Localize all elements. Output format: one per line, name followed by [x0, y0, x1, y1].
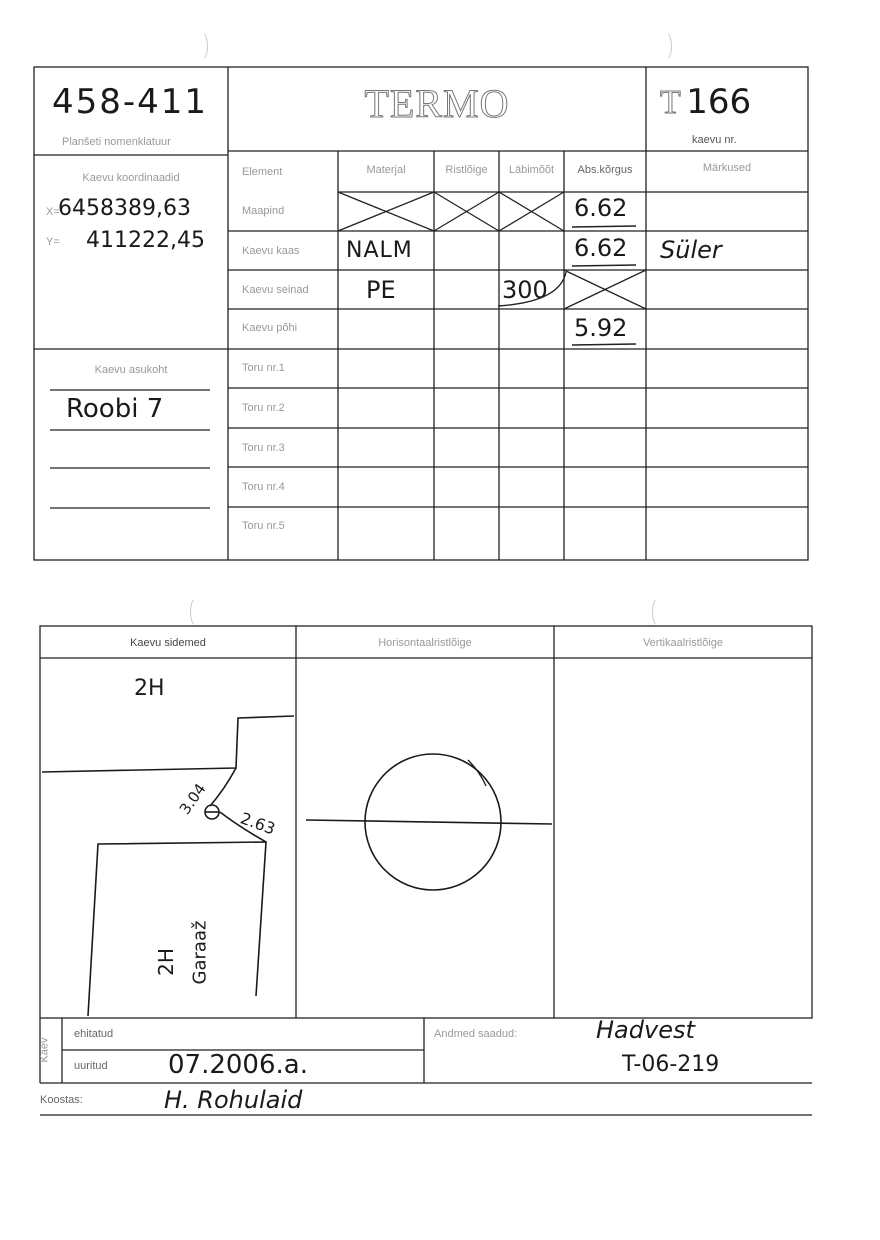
row-element-label: Toru nr.4: [242, 481, 285, 493]
sketch-elev-right: 2.63: [237, 808, 278, 839]
col-header-ristloige: Ristlõige: [445, 164, 488, 176]
col-header-markused: Märkused: [702, 162, 752, 174]
andmed-value-2: T-06-219: [622, 1052, 720, 1077]
sheet-number-label: Planšeti nomenklatuur: [62, 136, 171, 148]
coord-y-value: 411222,45: [86, 228, 205, 253]
row-element-label: Toru nr.2: [242, 402, 285, 414]
coordinates-label: Kaevu koordinaadid: [82, 172, 180, 184]
andmed-label: Andmed saadud:: [434, 1028, 518, 1040]
cell-materjal-kaas: NALM: [346, 238, 413, 263]
col-header-element: Element: [242, 166, 283, 178]
koostas-label: Koostas:: [40, 1094, 83, 1106]
ehitatud-label: ehitatud: [74, 1028, 114, 1040]
row-element-label: Maapind: [242, 205, 285, 217]
col-header-sidemed: Kaevu sidemed: [130, 637, 206, 649]
col-header-horisontaal: Horisontaalristlõige: [378, 637, 472, 649]
col-header-materjal: Materjal: [366, 164, 406, 176]
uuritud-value: 07.2006.a.: [168, 1050, 308, 1080]
sketch-elev-left: 3.04: [175, 780, 210, 818]
coord-y-label: Y=: [46, 236, 60, 248]
side-label-kaev: Kaev: [38, 1037, 51, 1063]
coord-x-value: 6458389,63: [58, 196, 191, 221]
sketch-building-label-a: 2H: [153, 948, 178, 976]
row-element-label: Toru nr.3: [242, 442, 285, 454]
site-sketch: [42, 716, 552, 1016]
row-element-label: Toru nr.1: [242, 362, 285, 374]
location-label: Kaevu asukoht: [94, 364, 168, 376]
well-number-label: kaevu nr.: [692, 134, 737, 146]
row-element-label: Kaevu põhi: [242, 322, 298, 334]
row-element-label: Toru nr.5: [242, 520, 285, 532]
sketch-label-top: 2H: [134, 676, 165, 701]
sketch-building-label-b: Garaaž: [189, 920, 211, 985]
col-header-abs-korgus: Abs.kõrgus: [577, 164, 633, 176]
cell-materjal-seinad: PE: [366, 276, 396, 304]
col-header-labimoot: Läbimõõt: [508, 164, 555, 176]
cell-labimoot-seinad: 300: [502, 276, 548, 304]
location-value: Roobi 7: [66, 394, 164, 424]
row-element-label: Kaevu seinad: [242, 284, 309, 296]
well-prefix: T: [660, 84, 682, 121]
cell-abs-kaas: 6.62: [574, 234, 628, 262]
uuritud-label: uuritud: [74, 1060, 108, 1072]
cell-abs-pohi: 5.92: [574, 314, 628, 342]
well-number: 166: [686, 82, 752, 122]
sheet-number: 458-411: [52, 82, 209, 122]
cell-abs-maapind: 6.62: [574, 194, 628, 222]
form-title: TERMO: [364, 81, 510, 126]
cell-markused-kaas: Süler: [660, 236, 722, 264]
andmed-value-1: Hadvest: [596, 1016, 695, 1044]
coord-x-label: X=: [46, 206, 60, 218]
row-element-label: Kaevu kaas: [242, 245, 300, 257]
col-header-vertikaal: Vertikaalristlõige: [642, 637, 724, 649]
koostas-value: H. Rohulaid: [164, 1086, 303, 1114]
